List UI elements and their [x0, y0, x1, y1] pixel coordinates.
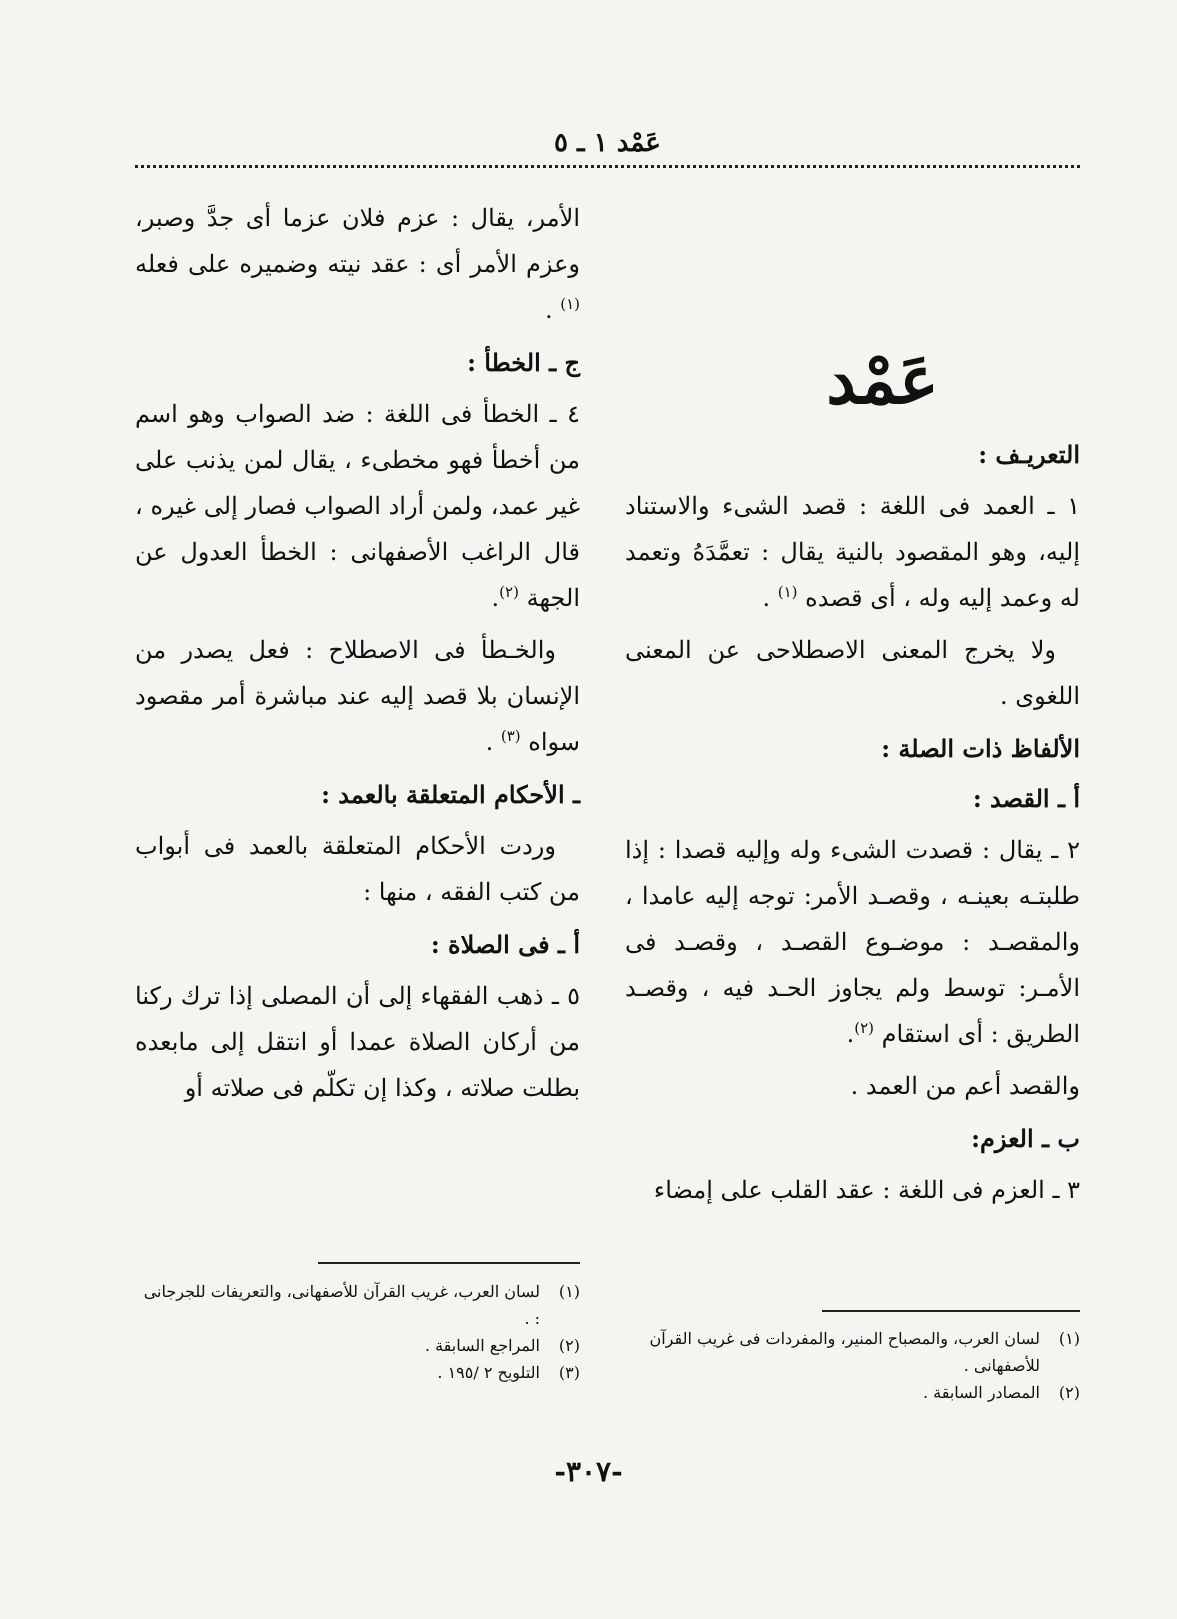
footnote-text: لسان العرب، والمصباح المنير، والمفردات فى غريب القرآن للأصفهانى . [649, 1329, 1040, 1375]
paragraph-2-text: ٤ ـ الخطأ فى اللغة : ضد الصواب وهو اسم من أخطأ فهو مخطىء ، يقال لمن يذنب على غير عمد، ولمن أراد الصواب فصار إلى غيره ، قال الراغب الأصفهانى : الخطأ العدول عن الجهة [135, 400, 580, 612]
paragraph-1 [625, 483, 1080, 621]
rulings-heading: ـ الأحكام المتعلقة بالعمد : [321, 780, 580, 809]
header-dotted-rule [135, 165, 1080, 168]
running-header: عَمْد ١ ـ ٥ [554, 128, 661, 158]
paragraph-1-text: الأمر، يقال : عزم فلان عزما أى جدَّ وصبر، وعزم الأمر أى : عقد نيته وضميره على فعله [135, 204, 580, 278]
paragraph-3-text: والخـطأ فى الاصطلاح : فعل يصدر من الإنسان بلا قصد إليه عند مباشرة أمر مقصود سواه [135, 636, 580, 756]
footnote-number: (٢) [1058, 1383, 1080, 1402]
footnote-number: (٢) [558, 1336, 580, 1355]
footnotes-left [135, 1278, 580, 1386]
paragraph-5: ٥ ـ ذهب الفقهاء إلى أن المصلى إذا ترك ركنا من أركان الصلاة عمدا أو انتقل إلى مابعده بطلت صلاته ، وكذا إن تكلّم فى صلاته أو [135, 982, 580, 1102]
footnote [135, 1359, 580, 1386]
paragraph-2: ولا يخرج المعنى الاصطلاحى عن المعنى اللغوى . [625, 636, 1080, 710]
subheading-prayer: أ ـ فى الصلاة : [430, 930, 580, 959]
paragraph-4: وردت الأحكام المتعلقة بالعمد فى أبواب من كتب الفقه ، منها : [135, 832, 580, 906]
paragraph-3-end: . [846, 1020, 855, 1048]
subheading-khata: ج ـ الخطأ : [467, 348, 580, 377]
paragraph-3 [135, 627, 580, 765]
footnote-text: المصادر السابقة . [922, 1383, 1040, 1402]
paragraph-1-text: ١ ـ العمد فى اللغة : قصد الشىء والاستناد إليه، وهو المقصود بالنية يقال : تعمَّدَهُ وتعمد له وعمد إليه وله ، أى قصده [625, 492, 1080, 612]
footnote-text: لسان العرب، غريب القرآن للأصفهانى، والتعريفات للجرجانى : . [143, 1282, 540, 1328]
paragraph-5: ٣ ـ العزم فى اللغة : عقد القلب على إمضاء [653, 1176, 1080, 1204]
footnote-text: المراجع السابقة . [424, 1336, 540, 1355]
footnote [135, 1332, 580, 1359]
paragraph-2-end: . [491, 584, 500, 612]
footnote [135, 1278, 580, 1332]
definition-heading: التعريـف : [978, 440, 1080, 469]
paragraph-2 [135, 391, 580, 621]
footnote-rule-left [318, 1262, 580, 1264]
subheading-qasd: أ ـ القصد : [972, 784, 1080, 813]
entry-title: عَمْد [826, 341, 939, 419]
footnote-rule-right [822, 1310, 1080, 1312]
paragraph-3-text: ٢ ـ يقال : قصدت الشىء وله وإليه قصدا : إذا طلبتـه بعينـه ، وقصـد الأمر: توجه إليه عامدا ، والمقصـد : موضـوع القصـد ، وقصـد فى الأمـر: توسط ولم يجاوز الحـد فيه ، وقصـد الطريق : أى استقام [625, 836, 1080, 1048]
footnotes-right [625, 1325, 1080, 1406]
footnote-number: (١) [1058, 1329, 1080, 1348]
paragraph-3-end: . [485, 728, 501, 756]
footnote-ref: (١) [560, 295, 580, 313]
footnote-ref: (٢) [499, 583, 519, 601]
footnote-number: (١) [558, 1282, 580, 1301]
paragraph-1 [135, 195, 580, 333]
paragraph-3 [625, 827, 1080, 1057]
footnote-ref: (٣) [500, 727, 521, 745]
page-number: -٣٠٧- [554, 1455, 623, 1488]
footnote [625, 1379, 1080, 1406]
footnote-ref: (١) [777, 583, 798, 601]
related-terms-heading: الألفاظ ذات الصلة : [881, 734, 1080, 763]
paragraph-4: والقصد أعم من العمد . [850, 1072, 1080, 1100]
subheading-azm: ب ـ العزم: [971, 1124, 1080, 1153]
left-column [135, 195, 580, 1117]
paragraph-1-end: . [544, 296, 561, 324]
footnote-number: (٣) [558, 1363, 580, 1382]
footnote-text: التلويح ٢ /١٩٥ . [437, 1363, 540, 1382]
footnote-ref: (٢) [854, 1019, 874, 1037]
footnote [625, 1325, 1080, 1379]
paragraph-1-end: . [762, 584, 778, 612]
right-column [625, 335, 1080, 1219]
